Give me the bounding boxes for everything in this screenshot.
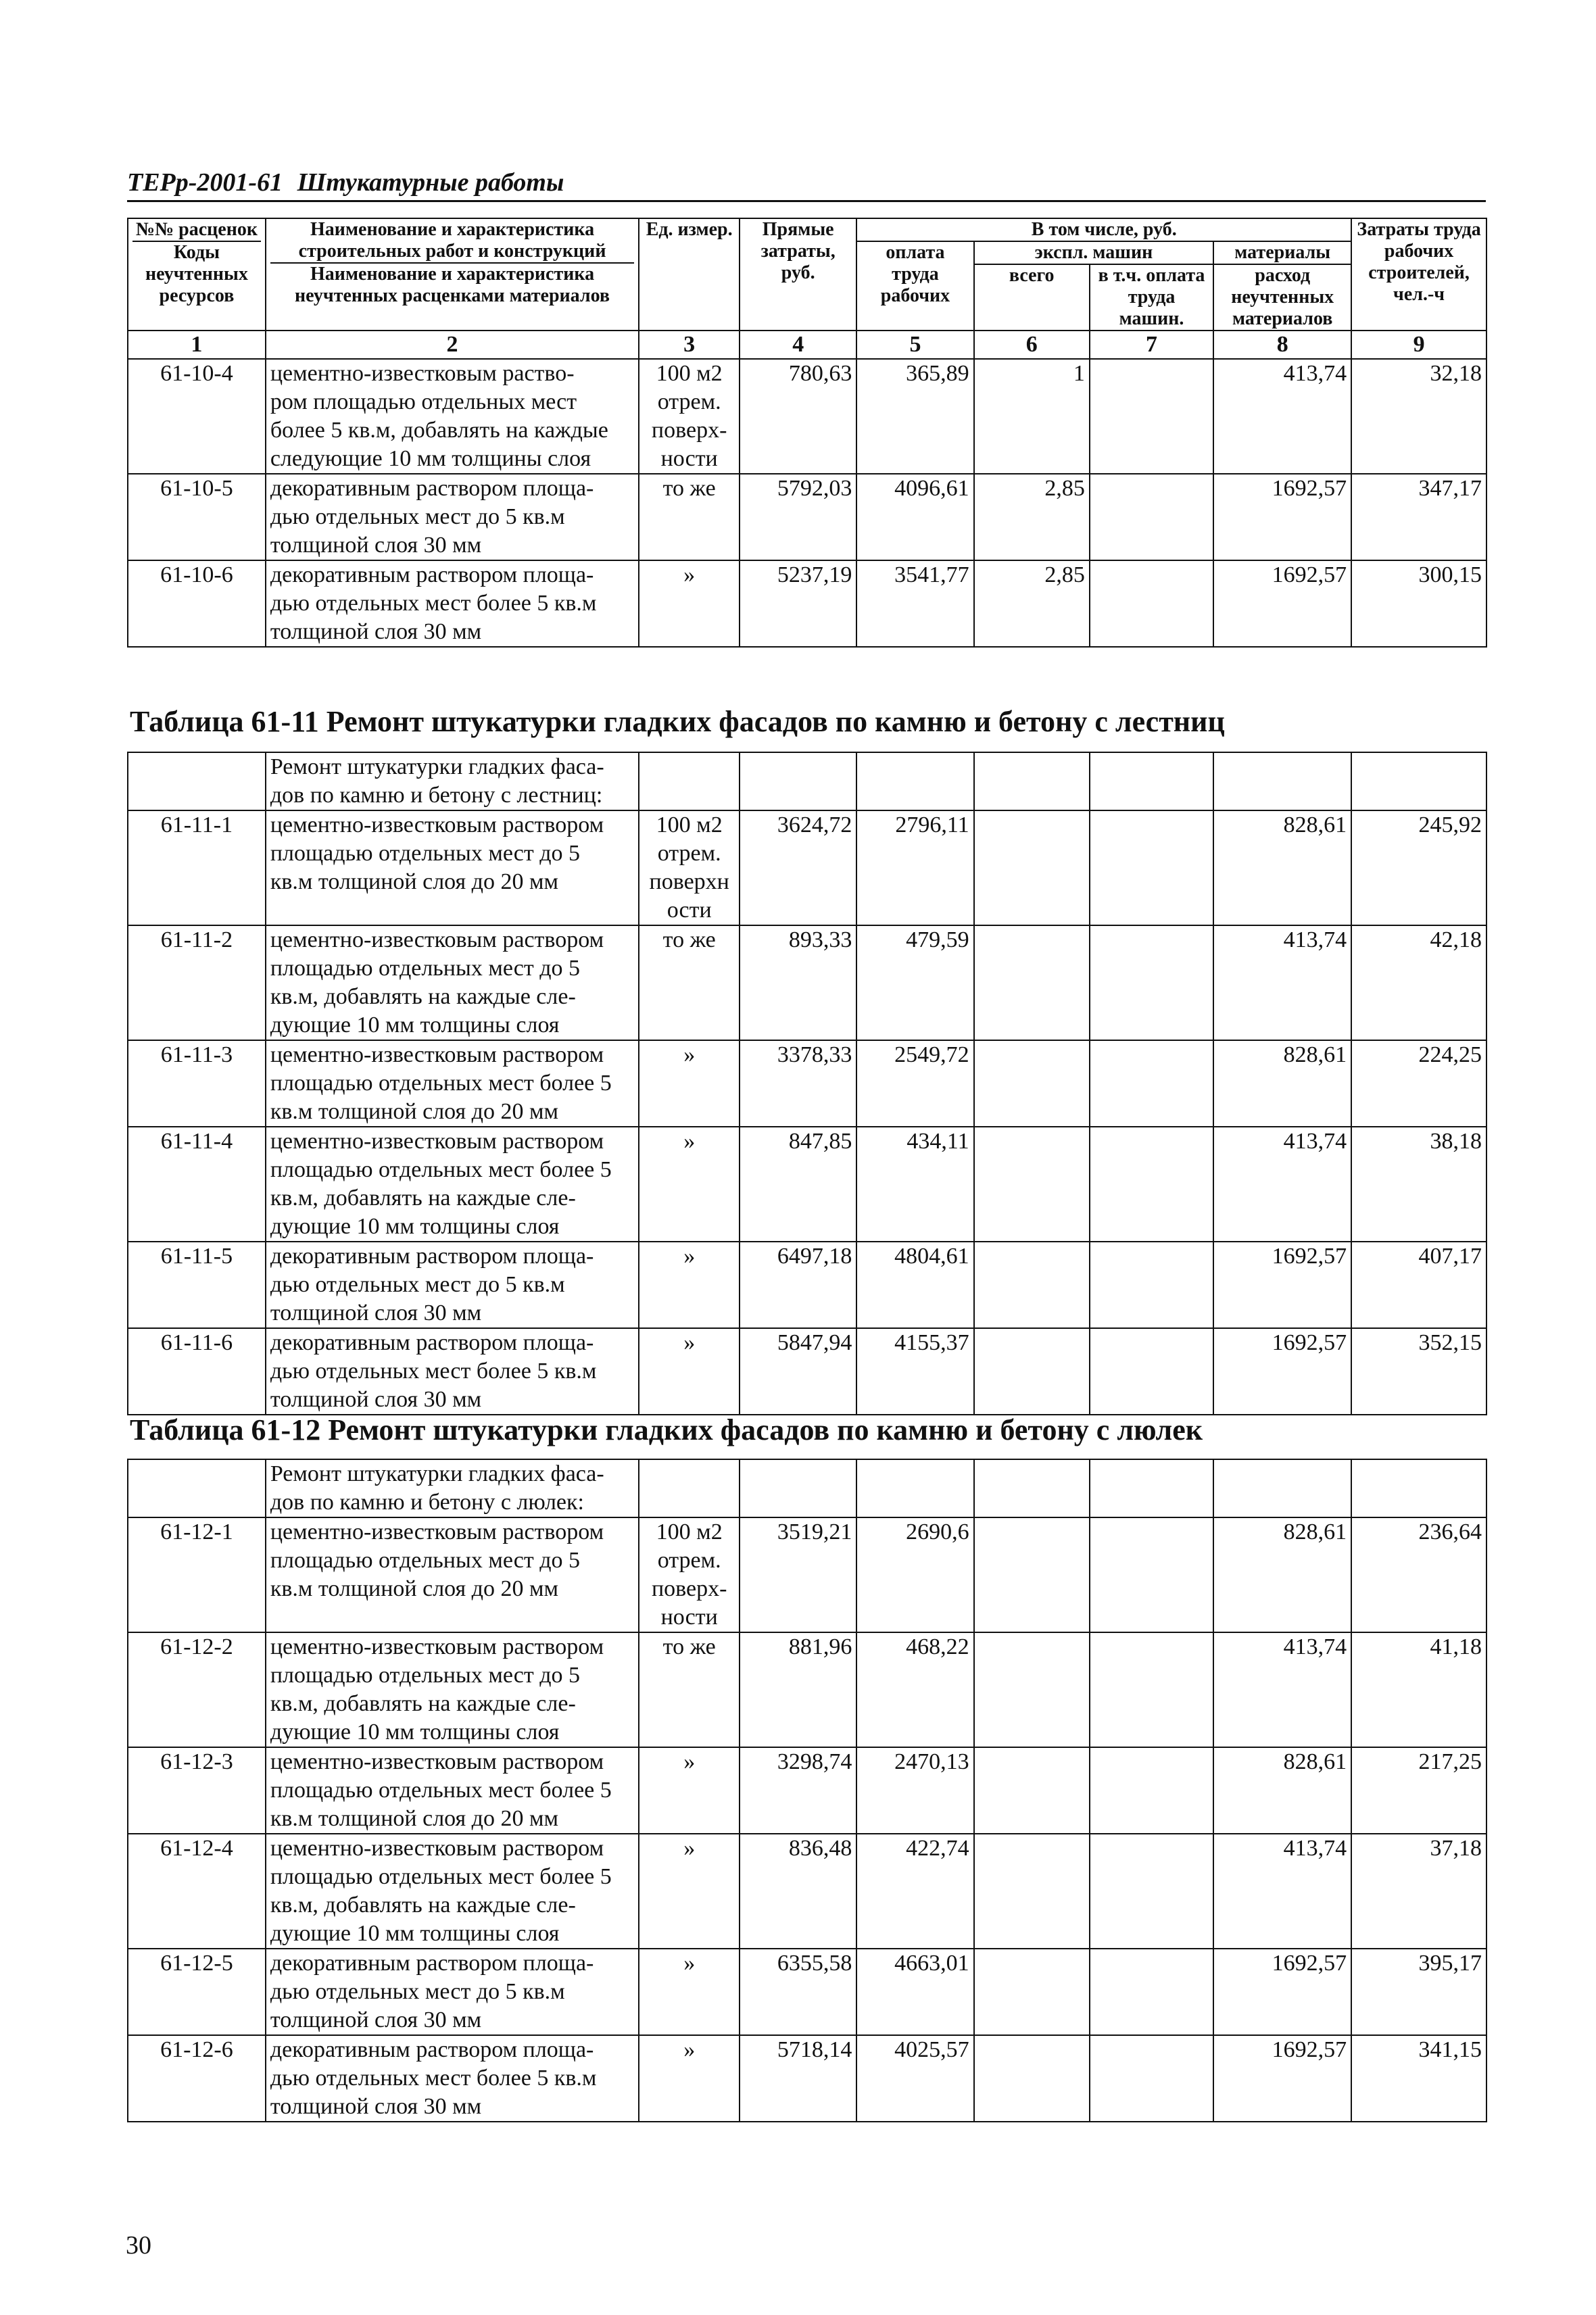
rates-table-61-11	[127, 752, 1487, 1415]
direct-cost: 881,96	[740, 1632, 856, 1747]
column-number: 2	[266, 331, 639, 359]
rate-code: 61-11-3	[128, 1040, 266, 1127]
column-number: 8	[1213, 331, 1351, 359]
rate-code: 61-11-4	[128, 1127, 266, 1242]
rates-table-61-12	[127, 1459, 1487, 2122]
work-description: цементно-известковым раствором площадью отдельных мест до 5 кв.м, добавлять на каждые сле- дующие 10 мм толщины слоя	[266, 925, 639, 1040]
labor-cost: 2549,72	[856, 1040, 973, 1127]
work-description: декоративным раствором площа- дью отдельных мест до 5 кв.м толщиной слоя 30 мм	[266, 1242, 639, 1328]
direct-cost: 3298,74	[740, 1747, 856, 1834]
work-description: декоративным раствором площа- дью отдельных мест до 5 кв.м толщиной слоя 30 мм	[266, 474, 639, 560]
table-row	[128, 1242, 1486, 1328]
table-row	[128, 925, 1486, 1040]
table-row	[128, 1949, 1486, 2035]
col-code-header: №№ расценок Коды неучтенных ресурсов	[128, 218, 266, 331]
work-description: цементно-известковым раствором площадью отдельных мест до 5 кв.м толщиной слоя до 20 мм	[266, 810, 639, 925]
labor-hours: 245,92	[1351, 810, 1486, 925]
machine-cost	[974, 925, 1090, 1040]
unit-of-measure: то же	[639, 474, 740, 560]
labor-cost: 4663,01	[856, 1949, 973, 2035]
rate-code: 61-11-6	[128, 1328, 266, 1415]
labor-cost: 422,74	[856, 1834, 973, 1949]
machine-labor-cost	[1090, 1632, 1213, 1747]
table-row	[128, 1328, 1486, 1415]
direct-cost: 5847,94	[740, 1328, 856, 1415]
column-number: 3	[639, 331, 740, 359]
rate-code: 61-10-5	[128, 474, 266, 560]
rate-code: 61-10-4	[128, 359, 266, 474]
rate-code: 61-11-5	[128, 1242, 266, 1328]
table-row	[128, 560, 1486, 647]
labor-cost: 4155,37	[856, 1328, 973, 1415]
unit-of-measure: »	[639, 1040, 740, 1127]
work-description: декоративным раствором площа- дью отдельных мест более 5 кв.м толщиной слоя 30 мм	[266, 1328, 639, 1415]
rate-code: 61-12-3	[128, 1747, 266, 1834]
direct-cost: 836,48	[740, 1834, 856, 1949]
labor-cost: 4096,61	[856, 474, 973, 560]
materials-cost: 413,74	[1213, 1632, 1351, 1747]
machine-labor-cost	[1090, 474, 1213, 560]
machine-cost	[974, 1242, 1090, 1328]
work-description: цементно-известковым раствором площадью отдельных мест более 5 кв.м, добавлять на каждые сле- дующие 10 мм толщины слоя	[266, 1127, 639, 1242]
work-description: цементно-известковым раствором площадью отдельных мест более 5 кв.м, добавлять на каждые сле- дующие 10 мм толщины слоя	[266, 1834, 639, 1949]
col-machine-labor-header: в т.ч. оплата труда машин.	[1090, 264, 1213, 331]
rate-code: 61-12-4	[128, 1834, 266, 1949]
machine-cost	[974, 1632, 1090, 1747]
machine-cost	[974, 1834, 1090, 1949]
labor-hours: 395,17	[1351, 1949, 1486, 2035]
table-intro-row	[128, 752, 1486, 810]
labor-hours: 407,17	[1351, 1242, 1486, 1328]
work-description: декоративным раствором площа- дью отдельных мест до 5 кв.м толщиной слоя 30 мм	[266, 1949, 639, 2035]
direct-cost: 5718,14	[740, 2035, 856, 2122]
column-number: 7	[1090, 331, 1213, 359]
labor-cost: 2690,6	[856, 1517, 973, 1632]
table-row	[128, 359, 1486, 474]
rates-table-61-10	[127, 218, 1487, 648]
col-machines-header: экспл. машин	[974, 241, 1214, 264]
machine-labor-cost	[1090, 2035, 1213, 2122]
unit-of-measure: »	[639, 1328, 740, 1415]
machine-cost	[974, 1040, 1090, 1127]
direct-cost: 5792,03	[740, 474, 856, 560]
machine-labor-cost	[1090, 1517, 1213, 1632]
work-description: цементно-известковым раство- ром площадью отдельных мест более 5 кв.м, добавлять на каждые следующие 10 мм толщины слоя	[266, 359, 639, 474]
table-intro-row	[128, 1459, 1486, 1517]
machine-labor-cost	[1090, 1328, 1213, 1415]
column-number: 4	[740, 331, 856, 359]
rate-code: 61-12-2	[128, 1632, 266, 1747]
machine-labor-cost	[1090, 925, 1213, 1040]
table-61-11-title: Таблица 61-11 Ремонт штукатурки гладких фасадов по камню и бетону с лестниц	[130, 705, 1225, 738]
machine-labor-cost	[1090, 1242, 1213, 1328]
table-intro: Ремонт штукатурки гладких фаса- дов по камню и бетону с лестниц:	[266, 752, 639, 810]
rate-code: 61-11-2	[128, 925, 266, 1040]
unit-of-measure: »	[639, 1242, 740, 1328]
column-number: 6	[974, 331, 1090, 359]
machine-cost	[974, 1127, 1090, 1242]
col-direct-cost-header: Прямые затраты, руб.	[740, 218, 856, 331]
section-title: Штукатурные работы	[297, 168, 564, 197]
work-description: цементно-известковым раствором площадью отдельных мест до 5 кв.м, добавлять на каждые сле- дующие 10 мм толщины слоя	[266, 1632, 639, 1747]
rate-code: 61-12-6	[128, 2035, 266, 2122]
unit-of-measure: »	[639, 560, 740, 647]
labor-hours: 41,18	[1351, 1632, 1486, 1747]
materials-cost: 1692,57	[1213, 1242, 1351, 1328]
document-code: ТЕРр-2001-61	[127, 168, 283, 197]
labor-hours: 224,25	[1351, 1040, 1486, 1127]
materials-cost: 828,61	[1213, 1747, 1351, 1834]
machine-labor-cost	[1090, 1834, 1213, 1949]
materials-cost: 413,74	[1213, 1127, 1351, 1242]
materials-cost: 413,74	[1213, 359, 1351, 474]
machine-cost	[974, 1747, 1090, 1834]
column-number: 9	[1351, 331, 1486, 359]
page-number: 30	[126, 2231, 151, 2260]
machine-labor-cost	[1090, 1127, 1213, 1242]
materials-cost: 413,74	[1213, 925, 1351, 1040]
labor-hours: 37,18	[1351, 1834, 1486, 1949]
machine-cost	[974, 1949, 1090, 2035]
machine-cost	[974, 1517, 1090, 1632]
labor-hours: 38,18	[1351, 1127, 1486, 1242]
labor-hours: 347,17	[1351, 474, 1486, 560]
col-machines-total-header: всего	[974, 264, 1090, 331]
materials-cost: 413,74	[1213, 1834, 1351, 1949]
column-header	[128, 218, 1486, 359]
materials-cost: 1692,57	[1213, 1949, 1351, 2035]
unit-of-measure: то же	[639, 925, 740, 1040]
materials-cost: 828,61	[1213, 1517, 1351, 1632]
machine-cost: 2,85	[974, 560, 1090, 647]
direct-cost: 3624,72	[740, 810, 856, 925]
direct-cost: 847,85	[740, 1127, 856, 1242]
machine-cost: 2,85	[974, 474, 1090, 560]
direct-cost: 3519,21	[740, 1517, 856, 1632]
table-row	[128, 1517, 1486, 1632]
work-description: цементно-известковым раствором площадью отдельных мест до 5 кв.м толщиной слоя до 20 мм	[266, 1517, 639, 1632]
labor-hours: 352,15	[1351, 1328, 1486, 1415]
work-description: цементно-известковым раствором площадью отдельных мест более 5 кв.м толщиной слоя до 20 мм	[266, 1040, 639, 1127]
work-description: декоративным раствором площа- дью отдельных мест более 5 кв.м толщиной слоя 30 мм	[266, 2035, 639, 2122]
table-61-12-title: Таблица 61-12 Ремонт штукатурки гладких фасадов по камню и бетону с люлек	[130, 1413, 1203, 1446]
col-group-header: В том числе, руб.	[856, 218, 1351, 241]
materials-cost: 828,61	[1213, 1040, 1351, 1127]
col-labor-hours-header: Затраты труда рабочих строителей, чел.-ч	[1351, 218, 1486, 331]
column-numbers-row	[128, 331, 1486, 359]
rate-code: 61-10-6	[128, 560, 266, 647]
unit-of-measure: 100 м2 отрем. поверхн ости	[639, 810, 740, 925]
column-number: 5	[856, 331, 973, 359]
rate-code: 61-11-1	[128, 810, 266, 925]
machine-labor-cost	[1090, 1949, 1213, 2035]
direct-cost: 893,33	[740, 925, 856, 1040]
labor-hours: 300,15	[1351, 560, 1486, 647]
col-unit-header: Ед. измер.	[639, 218, 740, 331]
labor-cost: 4025,57	[856, 2035, 973, 2122]
rate-code: 61-12-5	[128, 1949, 266, 2035]
machine-labor-cost	[1090, 1040, 1213, 1127]
labor-hours: 32,18	[1351, 359, 1486, 474]
labor-cost: 2796,11	[856, 810, 973, 925]
table-row	[128, 1040, 1486, 1127]
table-intro: Ремонт штукатурки гладких фаса- дов по камню и бетону с люлек:	[266, 1459, 639, 1517]
table-row	[128, 1834, 1486, 1949]
col-labor-cost-header: оплата труда рабочих	[856, 241, 973, 331]
labor-cost: 434,11	[856, 1127, 973, 1242]
direct-cost: 3378,33	[740, 1040, 856, 1127]
unit-of-measure: то же	[639, 1632, 740, 1747]
labor-cost: 3541,77	[856, 560, 973, 647]
machine-cost	[974, 810, 1090, 925]
col-materials-header: материалы	[1213, 241, 1351, 264]
unit-of-measure: »	[639, 1127, 740, 1242]
materials-cost: 1692,57	[1213, 2035, 1351, 2122]
unit-of-measure: »	[639, 2035, 740, 2122]
table-row	[128, 474, 1486, 560]
rate-code: 61-12-1	[128, 1517, 266, 1632]
unit-of-measure: »	[639, 1949, 740, 2035]
table-row	[128, 2035, 1486, 2122]
labor-hours: 42,18	[1351, 925, 1486, 1040]
table-row	[128, 1632, 1486, 1747]
labor-cost: 468,22	[856, 1632, 973, 1747]
labor-hours: 236,64	[1351, 1517, 1486, 1632]
direct-cost: 6355,58	[740, 1949, 856, 2035]
table-row	[128, 1127, 1486, 1242]
labor-hours: 217,25	[1351, 1747, 1486, 1834]
labor-cost: 479,59	[856, 925, 973, 1040]
unit-of-measure: »	[639, 1747, 740, 1834]
materials-cost: 1692,57	[1213, 1328, 1351, 1415]
machine-labor-cost	[1090, 1747, 1213, 1834]
materials-cost: 828,61	[1213, 810, 1351, 925]
labor-cost: 365,89	[856, 359, 973, 474]
labor-cost: 2470,13	[856, 1747, 973, 1834]
machine-cost: 1	[974, 359, 1090, 474]
machine-cost	[974, 1328, 1090, 1415]
running-header	[127, 168, 1486, 202]
machine-cost	[974, 2035, 1090, 2122]
direct-cost: 780,63	[740, 359, 856, 474]
column-number: 1	[128, 331, 266, 359]
col-name-header: Наименование и характеристика строительных работ и конструкций Наименование и характеристика неучтенных расценками материалов	[266, 218, 639, 331]
table-row	[128, 1747, 1486, 1834]
col-unaccounted-materials-header: расход неучтенных материалов	[1213, 264, 1351, 331]
labor-hours: 341,15	[1351, 2035, 1486, 2122]
unit-of-measure: 100 м2 отрем. поверх- ности	[639, 1517, 740, 1632]
materials-cost: 1692,57	[1213, 474, 1351, 560]
work-description: цементно-известковым раствором площадью отдельных мест более 5 кв.м толщиной слоя до 20 мм	[266, 1747, 639, 1834]
machine-labor-cost	[1090, 560, 1213, 647]
direct-cost: 6497,18	[740, 1242, 856, 1328]
labor-cost: 4804,61	[856, 1242, 973, 1328]
table-row	[128, 810, 1486, 925]
direct-cost: 5237,19	[740, 560, 856, 647]
machine-labor-cost	[1090, 810, 1213, 925]
work-description: декоративным раствором площа- дью отдельных мест более 5 кв.м толщиной слоя 30 мм	[266, 560, 639, 647]
machine-labor-cost	[1090, 359, 1213, 474]
unit-of-measure: »	[639, 1834, 740, 1949]
materials-cost: 1692,57	[1213, 560, 1351, 647]
unit-of-measure: 100 м2 отрем. поверх- ности	[639, 359, 740, 474]
